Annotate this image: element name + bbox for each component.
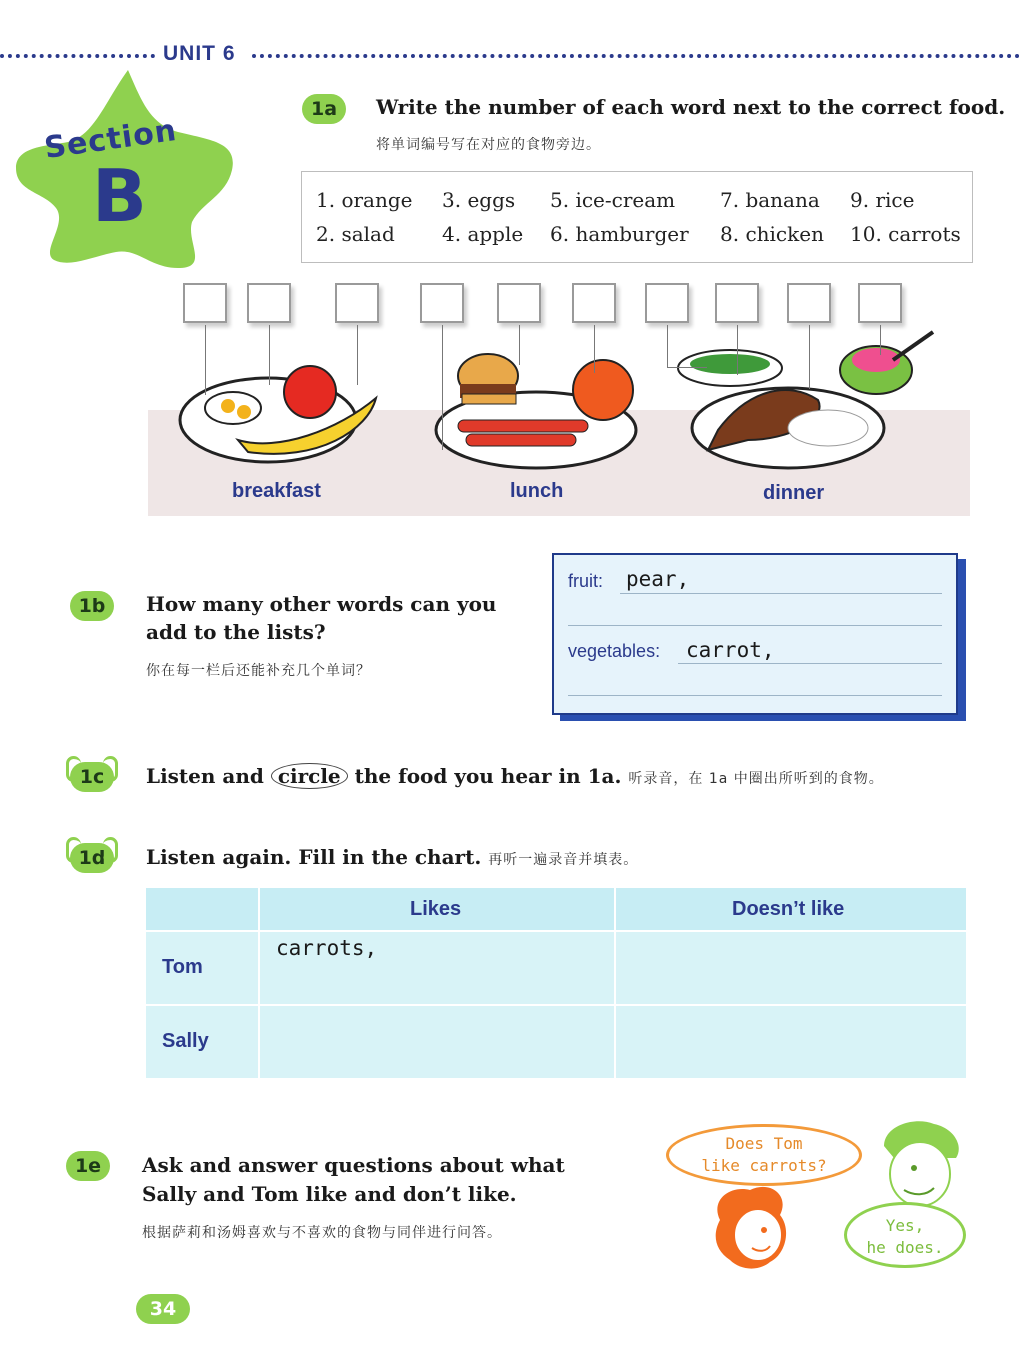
answer-box[interactable] [335, 283, 379, 323]
vegetables-label: vegetables: [568, 641, 661, 661]
instruction-1a-cn: 将单词编号写在对应的食物旁边。 [376, 137, 601, 153]
page-number: 34 [136, 1294, 190, 1324]
chart-divider [146, 930, 966, 932]
meal-label-lunch: lunch [510, 480, 564, 502]
likes-chart [146, 888, 966, 1078]
ruled-line [568, 695, 942, 696]
row-name-sally: Sally [162, 1030, 209, 1052]
answer-box[interactable] [715, 283, 759, 323]
instruction-1a: Write the number of each word next to the correct food. [376, 95, 1006, 119]
answer-box[interactable] [420, 283, 464, 323]
header-likes: Likes [410, 898, 462, 920]
leader-line [667, 367, 707, 368]
header-doesnt-like: Doesn’t like [732, 898, 845, 920]
boy-character-icon [874, 1116, 966, 1212]
leader-line [205, 325, 206, 395]
meal-label-dinner: dinner [763, 482, 825, 504]
ruled-line [620, 593, 942, 594]
instruction-1c-part1: Listen and [146, 764, 264, 788]
leader-line [667, 325, 668, 367]
instruction-1c-part2: the food you hear in 1a. [354, 764, 622, 788]
word-item: 10. carrots [850, 222, 961, 246]
vegetables-value[interactable]: carrot, [686, 638, 775, 662]
instruction-1e-line2: Sally and Tom like and don’t like. [142, 1182, 517, 1206]
leader-line [737, 325, 738, 375]
word-item: 2. salad [316, 222, 395, 246]
answer-box[interactable] [247, 283, 291, 323]
instruction-1b-line1: How many other words can you [146, 592, 497, 616]
leader-line [442, 325, 443, 450]
word-item: 3. eggs [442, 188, 516, 212]
leader-line [519, 325, 520, 365]
word-list-box [301, 171, 973, 263]
word-item: 7. banana [720, 188, 820, 212]
instruction-1d-cn: 再听一遍录音并填表。 [488, 852, 639, 868]
word-item: 9. rice [850, 188, 915, 212]
leader-line [357, 325, 358, 385]
leader-line [269, 325, 270, 385]
bubble-question-line2: like carrots? [701, 1156, 827, 1175]
fruit-value[interactable]: pear, [626, 567, 690, 591]
answer-box[interactable] [645, 283, 689, 323]
instruction-1c [146, 763, 884, 789]
instruction-1b-line2: add to the lists? [146, 620, 326, 644]
instruction-1d-text: Listen again. Fill in the chart. [146, 845, 482, 869]
instruction-1e-cn: 根据萨莉和汤姆喜欢与不喜欢的食物与同伴进行问答。 [142, 1225, 502, 1241]
word-item: 8. chicken [720, 222, 824, 246]
word-list-card [552, 553, 958, 715]
pill-1b: 1b [70, 591, 114, 621]
word-item: 1. orange [316, 188, 413, 212]
header-dots-right [252, 54, 1020, 58]
bubble-answer-line1: Yes, [885, 1216, 925, 1235]
chart-divider [258, 888, 260, 1078]
pill-1c: 1c [70, 762, 114, 792]
leader-line [594, 325, 595, 373]
ruled-line [678, 663, 942, 664]
answer-box[interactable] [787, 283, 831, 323]
leader-line [880, 325, 881, 355]
speech-bubble-answer [844, 1202, 966, 1268]
row-name-tom: Tom [162, 956, 203, 978]
instruction-1d [146, 845, 638, 869]
chart-divider [614, 888, 616, 1078]
leader-line [809, 325, 810, 389]
header-dots-left [0, 54, 155, 58]
girl-character-icon [700, 1180, 810, 1274]
answer-box[interactable] [858, 283, 902, 323]
fruit-label: fruit: [568, 571, 604, 591]
pill-1e: 1e [66, 1151, 110, 1181]
answer-box[interactable] [572, 283, 616, 323]
instruction-1b-cn: 你在每一栏后还能补充几个单词？ [146, 663, 371, 679]
pill-1a: 1a [302, 94, 346, 124]
tom-likes-value[interactable]: carrots, [276, 936, 378, 960]
word-item: 5. ice-cream [550, 188, 676, 212]
instruction-1c-cn: 听录音，在 1a 中圈出所听到的食物。 [628, 771, 884, 787]
answer-box[interactable] [497, 283, 541, 323]
circle-word: circle [271, 763, 348, 789]
pill-1d: 1d [70, 843, 114, 873]
badge-section-text: Section [42, 112, 180, 167]
instruction-1e-line1: Ask and answer questions about what [142, 1153, 565, 1177]
speech-bubble-question [666, 1124, 862, 1186]
answer-box[interactable] [183, 283, 227, 323]
bubble-question-line1: Does Tom [725, 1134, 803, 1153]
ruled-line [568, 625, 942, 626]
badge-letter: B [92, 154, 147, 238]
meal-label-breakfast: breakfast [232, 480, 321, 502]
word-item: 6. hamburger [550, 222, 689, 246]
unit-title: UNIT 6 [163, 42, 236, 65]
word-item: 4. apple [442, 222, 524, 246]
chart-divider [146, 1004, 966, 1006]
bubble-answer-line2: he does. [866, 1238, 944, 1257]
